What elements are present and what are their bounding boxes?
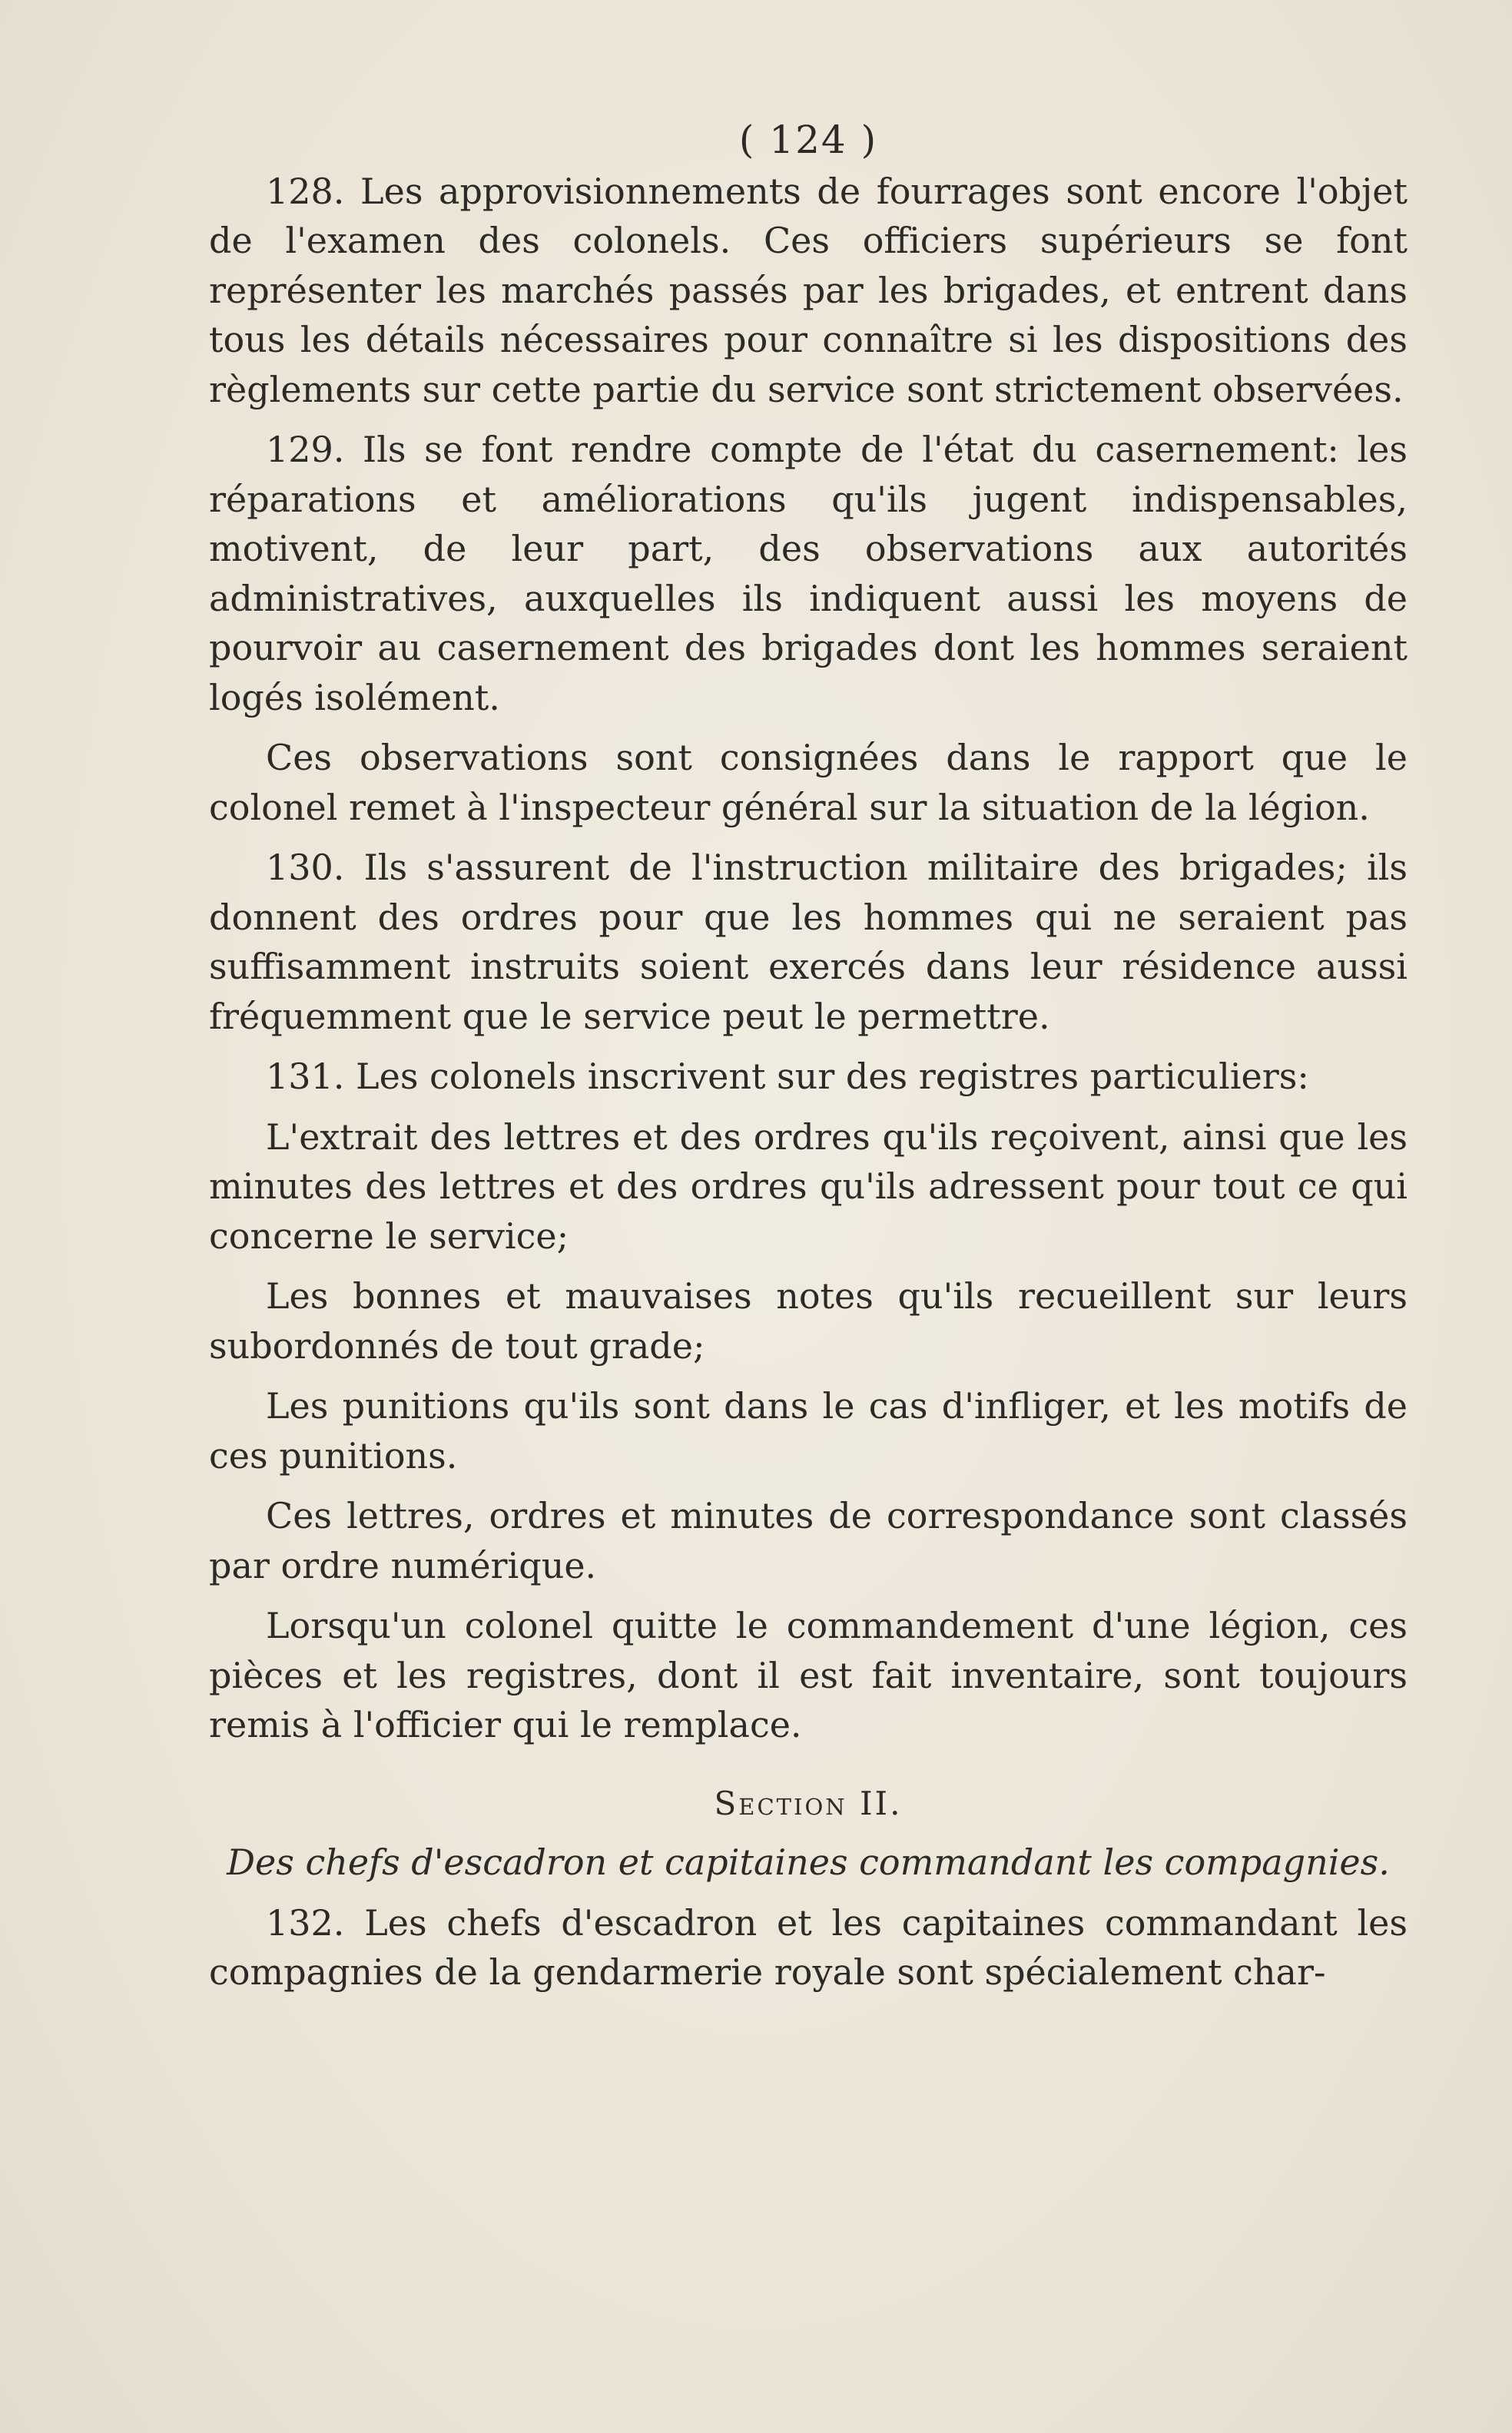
paragraph-129: 129. Ils se font rendre compte de l'état du casernement: les réparations et améliorations qu'ils jugent indispensables, motivent, de leur part, des observations aux autorités administratives, auxquelles ils indiquent aussi les moyens de pourvoir au casernement des brigades dont les hommes seraient logés isolément. [209, 429, 1408, 718]
page-number: ( 124 ) [738, 118, 878, 162]
section-subtitle: Des chefs d'escadron et capitaines commandant les compagnies. [227, 1841, 1390, 1883]
paragraph-131: 131. Les colonels inscrivent sur des registres particuliers: [266, 1056, 1309, 1097]
paragraph-131-notes: Les bonnes et mauvaises notes qu'ils recueillent sur leurs subordonnés de tout grade; [209, 1275, 1408, 1367]
paragraph-129-observations: Ces observations sont consignées dans le rapport que le colonel remet à l'inspecteur général sur la situation de la légion. [209, 737, 1408, 828]
paragraph-131-punitions: Les punitions qu'ils sont dans le cas d'infliger, et les motifs de ces punitions. [209, 1385, 1408, 1477]
page-text [209, 115, 1408, 1997]
section-heading: Section II. [714, 1784, 903, 1822]
paragraph-131-extrait: L'extrait des lettres et des ordres qu'ils reçoivent, ainsi que les minutes des lettres et des ordres qu'ils adressent pour tout ce qui concerne le service; [209, 1115, 1408, 1257]
paragraph-132: 132. Les chefs d'escadron et les capitaines commandant les compagnies de la gendarmerie royale sont spécialement char- [209, 1901, 1408, 1993]
paragraph-131-remise: Lorsqu'un colonel quitte le commandement d'une légion, ces pièces et les registres, dont il est fait inventaire, sont toujours remis à l'officier qui le remplace. [209, 1605, 1408, 1745]
paragraph-131-classement: Ces lettres, ordres et minutes de correspondance sont classés par ordre numérique. [209, 1495, 1408, 1586]
paragraph-128: 128. Les approvisionnements de fourrages sont encore l'objet de l'examen des colonels. Ces officiers supérieurs se font représenter les marchés passés par les brigades, et entrent dans tous les détails nécessaires pour connaître si les dispositions des règlements sur cette partie du service sont strictement observées. [209, 170, 1408, 410]
paragraph-130: 130. Ils s'assurent de l'instruction militaire des brigades; ils donnent des ordres pour que les hommes qui ne seraient pas suffisamment instruits soient exercés dans leur résidence aussi fréquemment que le service peut le permettre. [209, 847, 1408, 1037]
